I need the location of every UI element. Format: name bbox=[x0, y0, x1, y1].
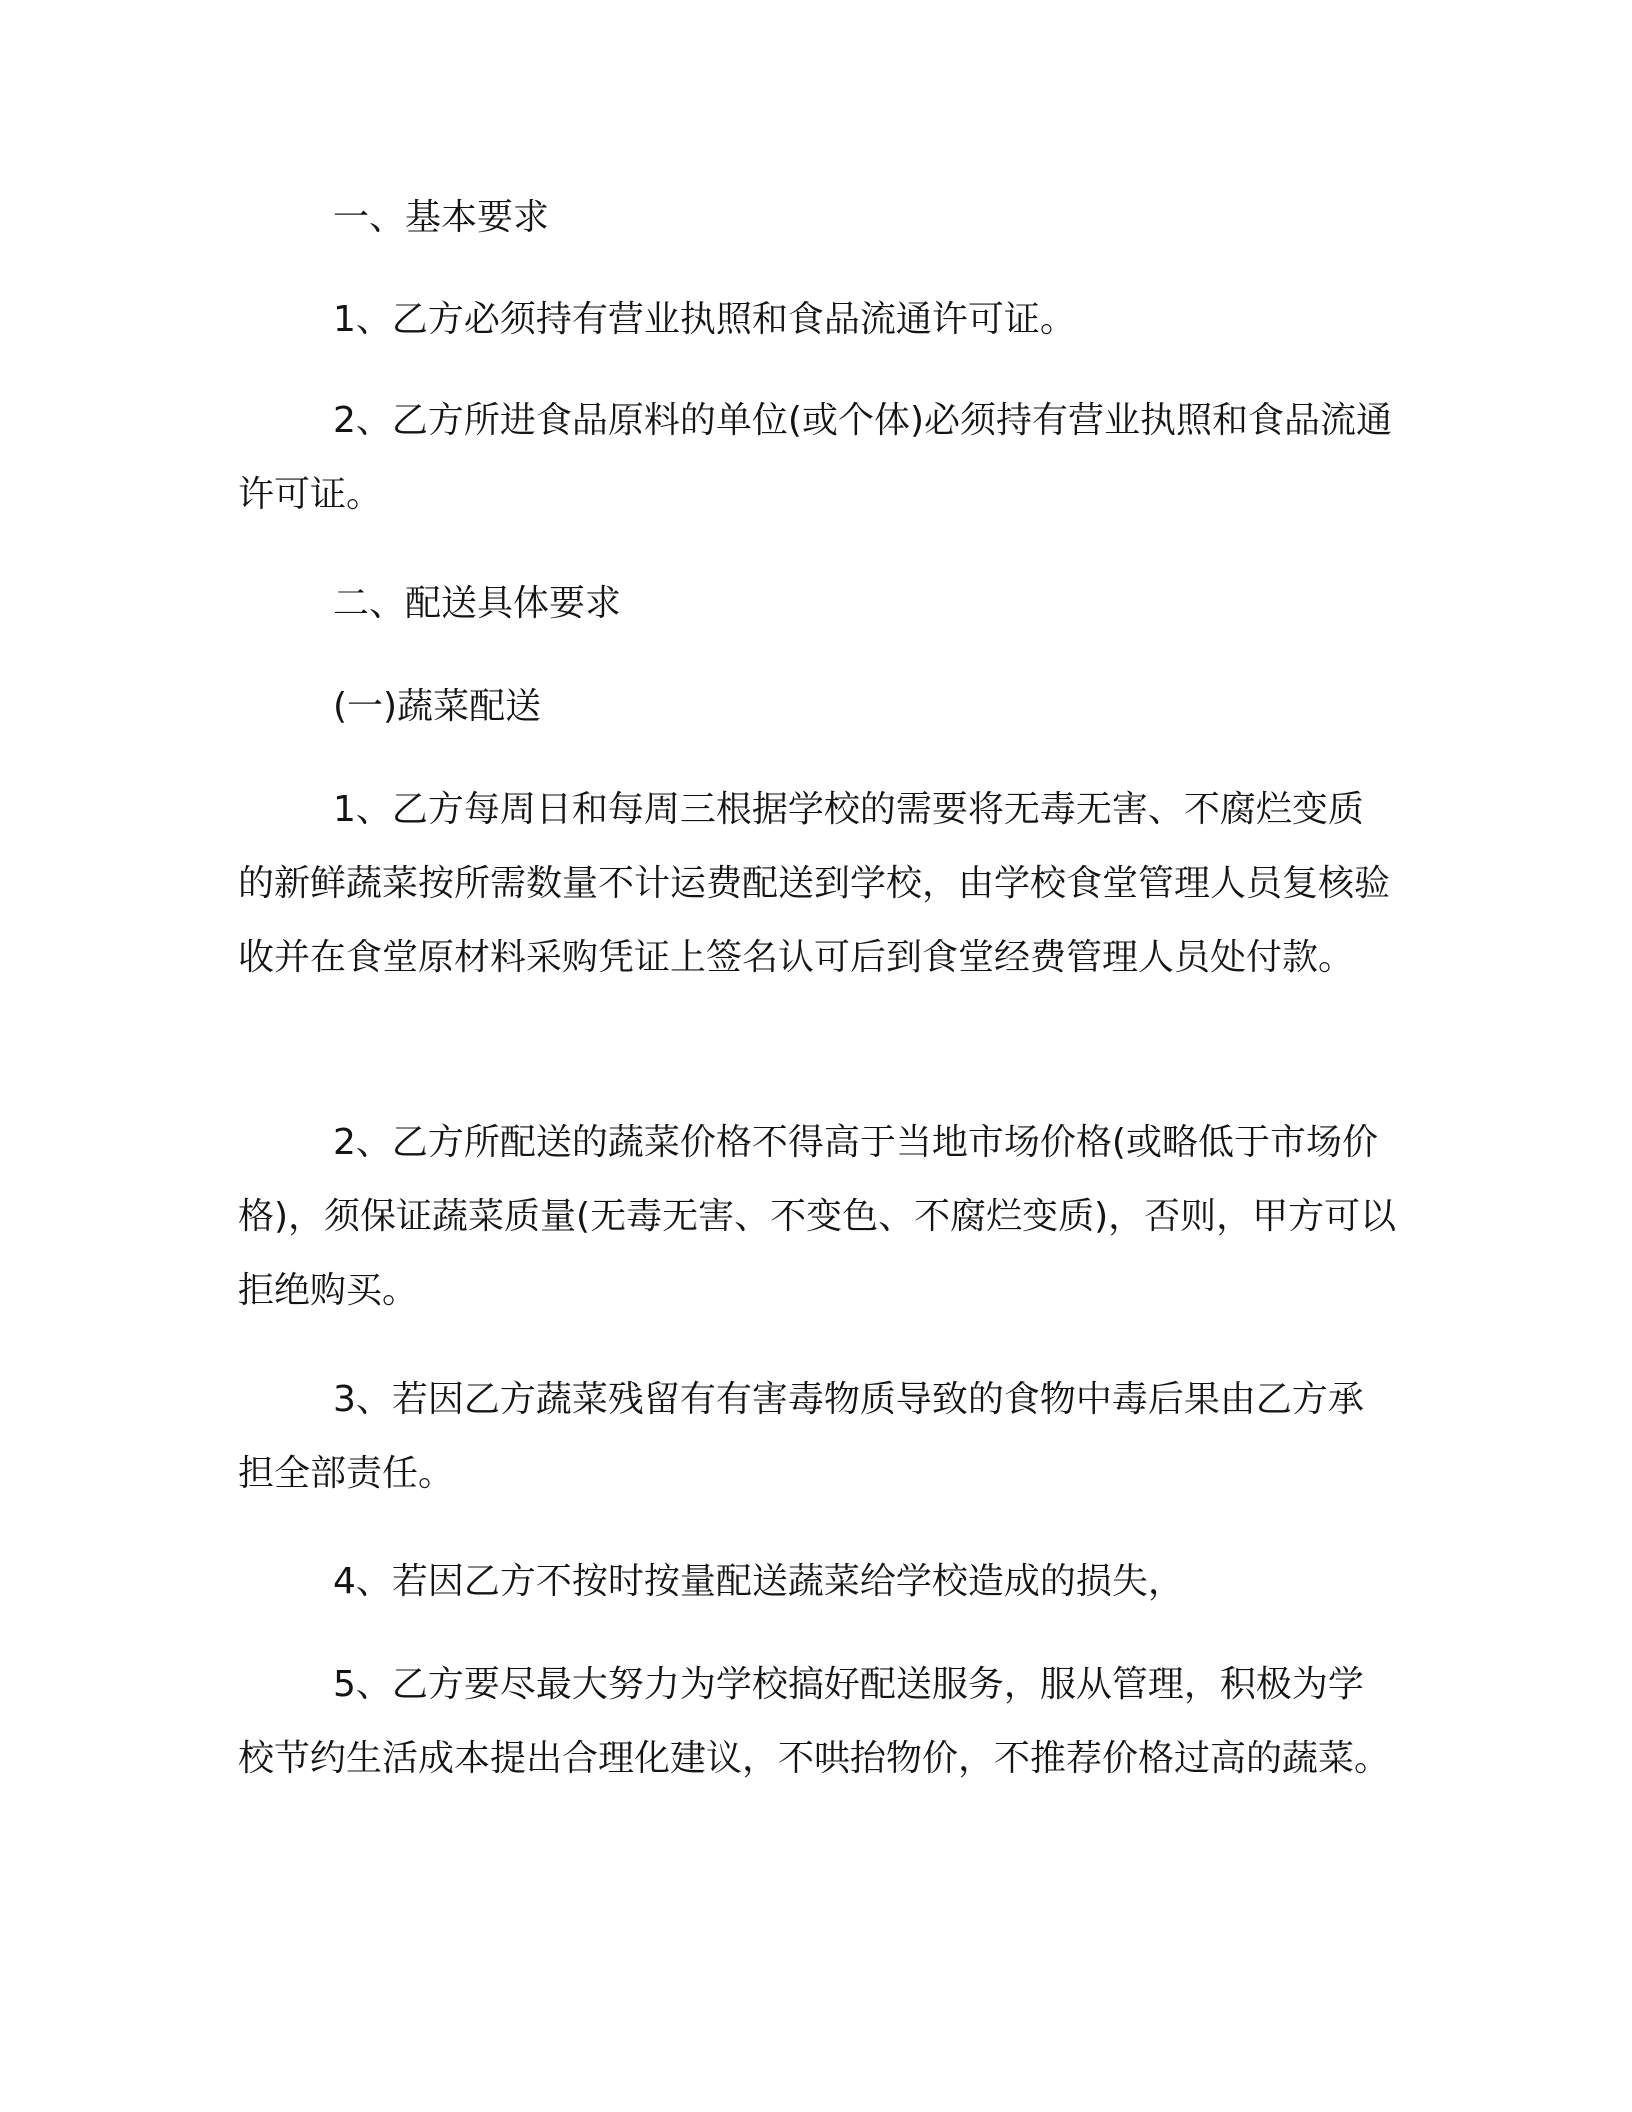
section-heading-delivery-requirements: 二、配送具体要求 bbox=[333, 583, 622, 624]
document-page bbox=[238, 0, 1398, 2112]
paragraph-vegetable-item-3: 3、若因乙方蔬菜残留有有害毒物质导致的食物中毒后果由乙方承担全部责任。 bbox=[238, 1379, 1364, 1494]
subsection-heading-vegetable-delivery: (一)蔬菜配送 bbox=[333, 686, 542, 727]
paragraph-vegetable-item-5: 5、乙方要尽最大努力为学校搞好配送服务，服从管理，积极为学校节约生活成本提出合理化建议，不哄抬物价，不推荐价格过高的蔬菜。 bbox=[238, 1664, 1391, 1779]
paragraph-vegetable-item-4: 4、若因乙方不按时按量配送蔬菜给学校造成的损失， bbox=[333, 1561, 1184, 1602]
section-heading-basic-requirements: 一、基本要求 bbox=[333, 197, 550, 238]
paragraph-item-1: 1、乙方必须持有营业执照和食品流通许可证。 bbox=[333, 299, 1076, 340]
paragraph-vegetable-item-2: 2、乙方所配送的蔬菜价格不得高于当地市场价格(或略低于市场价格)，须保证蔬菜质量(无毒无害、不变色、不腐烂变质)，否则，甲方可以拒绝购买。 bbox=[238, 1122, 1397, 1311]
paragraph-item-2: 2、乙方所进食品原料的单位(或个体)必须持有营业执照和食品流通许可证。 bbox=[238, 400, 1392, 515]
paragraph-vegetable-item-1: 1、乙方每周日和每周三根据学校的需要将无毒无害、不腐烂变质的新鲜蔬菜按所需数量不计运费配送到学校，由学校食堂管理人员复核验收并在食堂原材料采购凭证上签名认可后到食堂经费管理人员处付款。 bbox=[238, 789, 1391, 978]
